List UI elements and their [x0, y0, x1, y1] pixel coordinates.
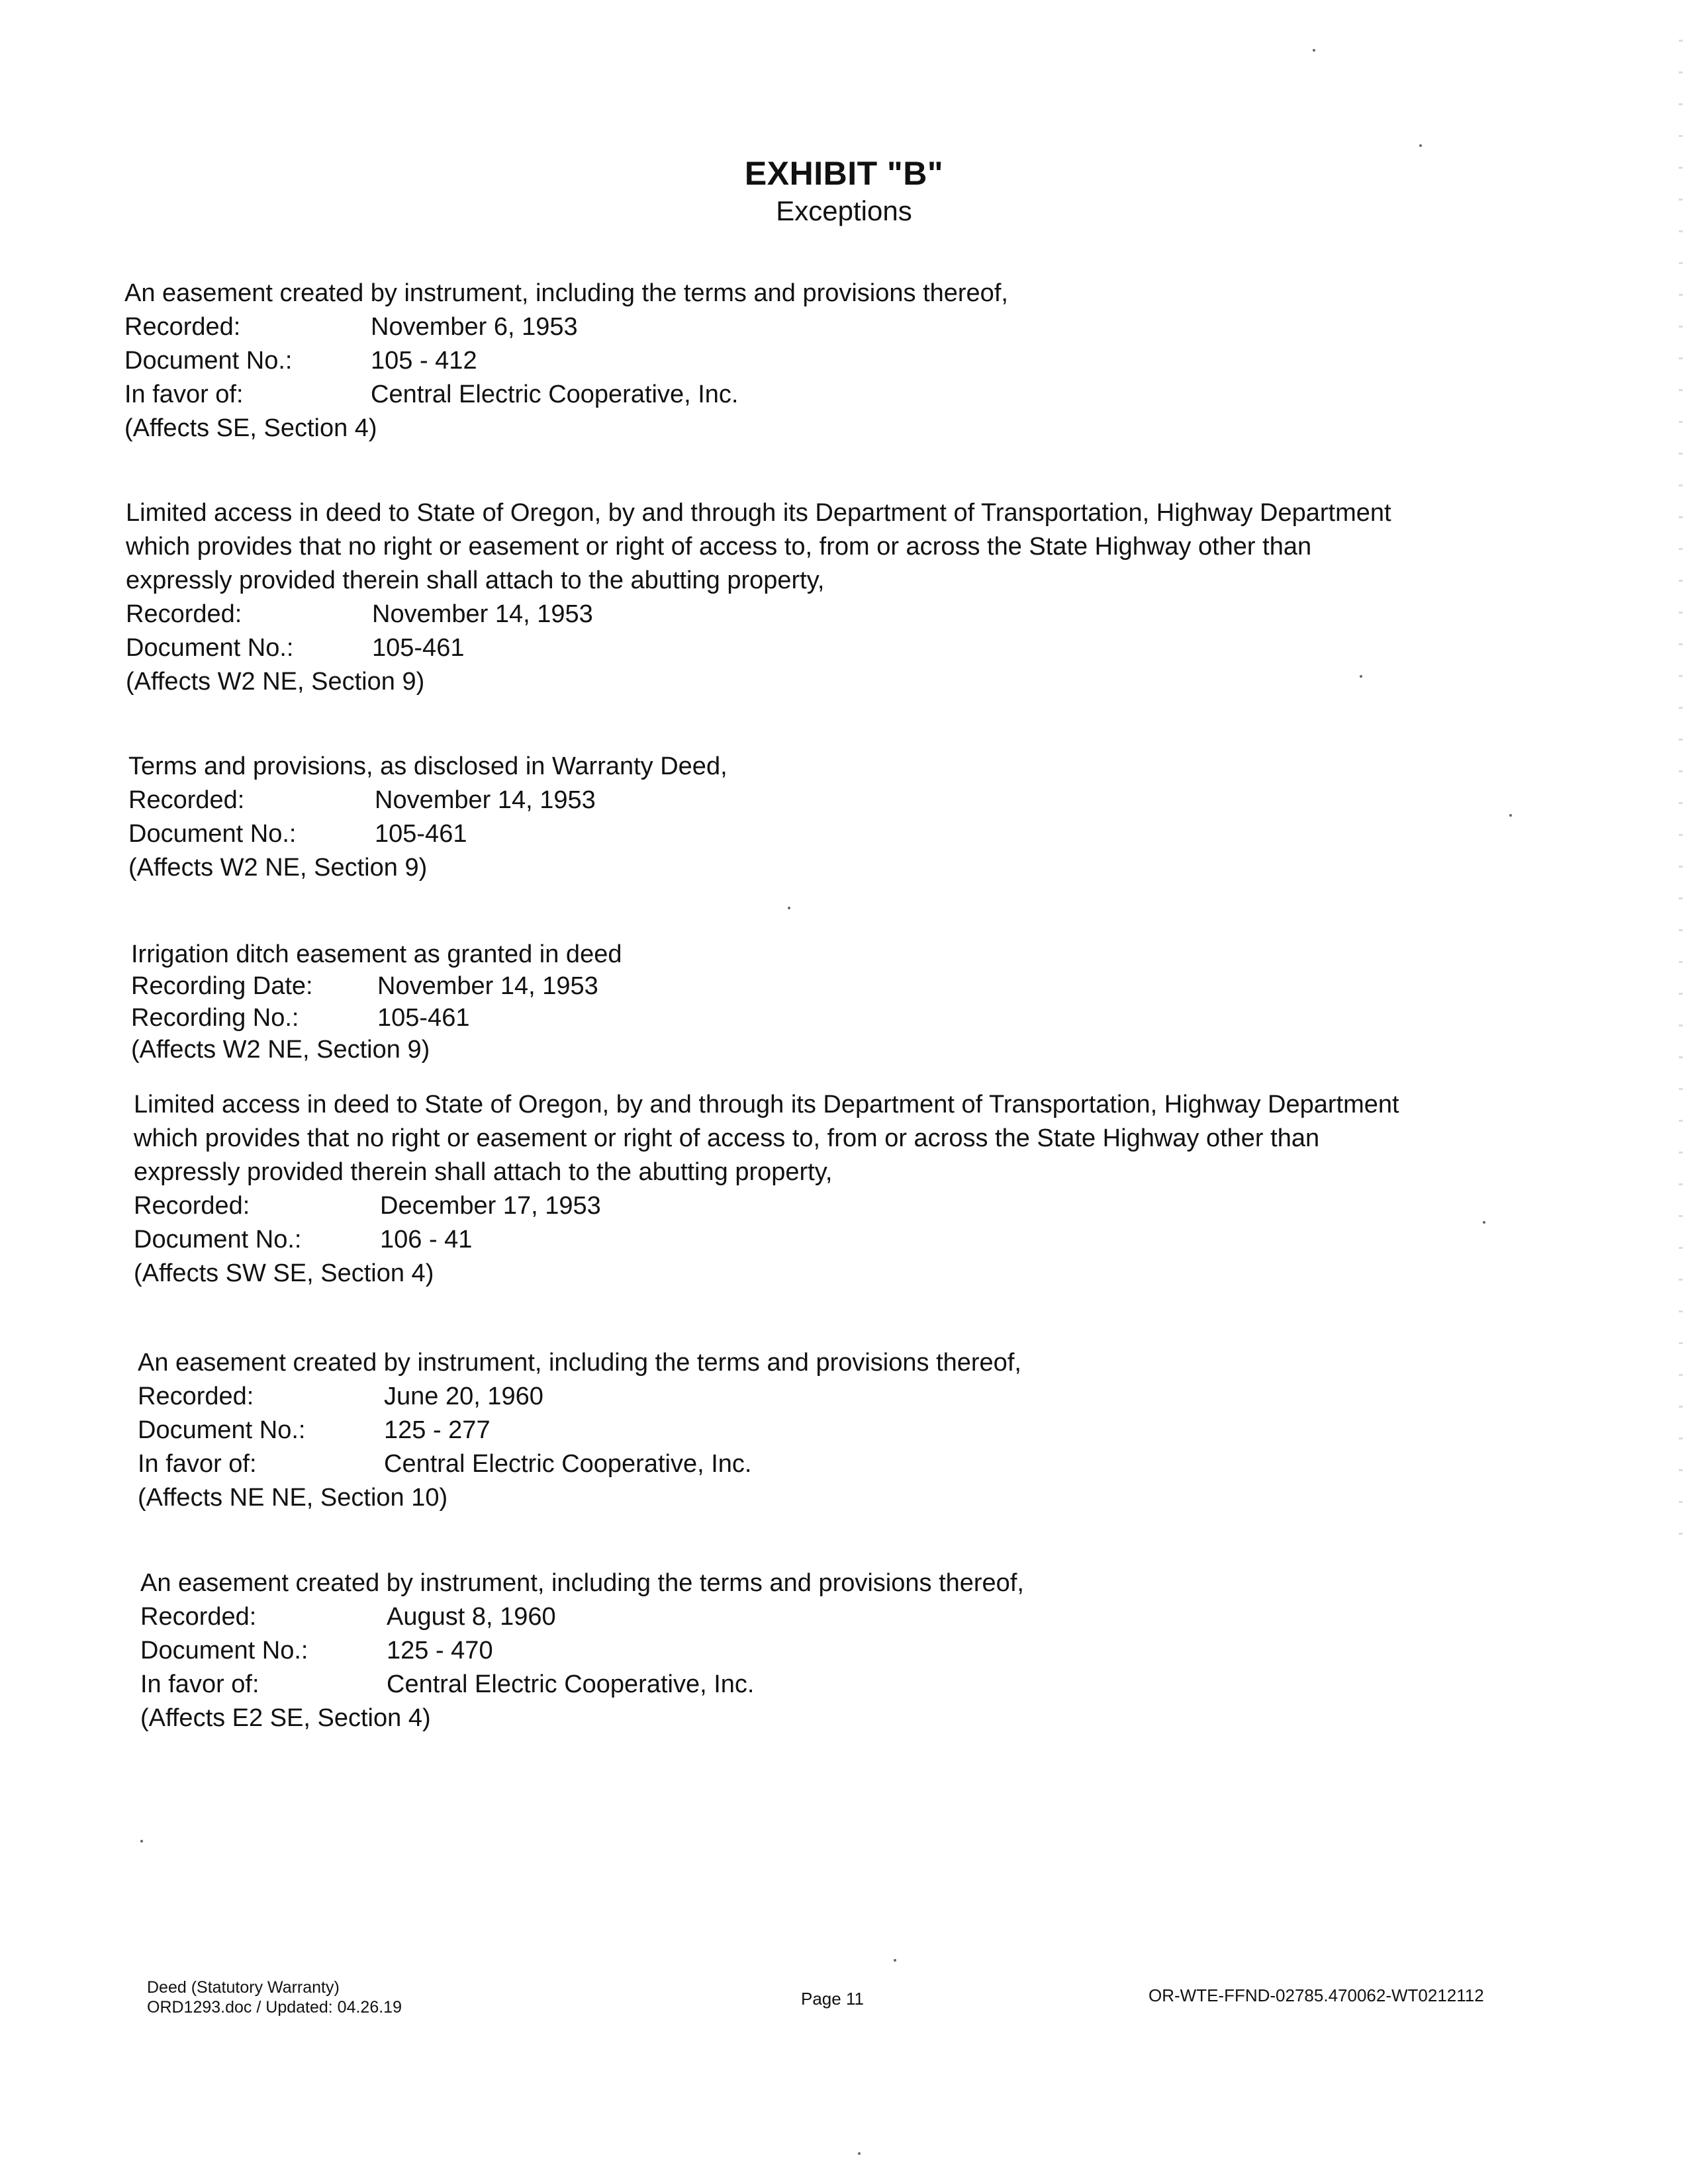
field-label: Document No.: [140, 1637, 308, 1664]
footer-reference-number: OR-WTE-FFND-02785.470062-WT0212112 [1149, 1985, 1484, 2005]
field-label: Recorded: [140, 1603, 257, 1631]
exception-description: expressly provided therein shall attach to the abutting property, [134, 1158, 833, 1186]
exception-affects: (Affects NE NE, Section 10) [138, 1484, 448, 1512]
field-recorded [138, 1380, 1561, 1414]
exception-description: Terms and provisions, as disclosed in Warranty Deed, [128, 752, 727, 780]
exception-description: Limited access in deed to State of Oregon, by and through its Department of Transportation, Highway Department [126, 499, 1391, 527]
field-value: 106 - 41 [380, 1226, 473, 1253]
exception-description: An easement created by instrument, including the terms and provisions thereof, [140, 1569, 1024, 1597]
exception-affects: (Affects W2 NE, Section 9) [128, 854, 428, 882]
field-in-favor-of [140, 1668, 1564, 1702]
field-label: Document No.: [124, 347, 293, 375]
field-value: August 8, 1960 [387, 1603, 556, 1631]
field-value: November 14, 1953 [372, 600, 593, 628]
field-document-no [126, 631, 1549, 665]
field-document-no [140, 1634, 1564, 1668]
field-document-no [128, 817, 1552, 851]
field-value: 105-461 [372, 634, 465, 662]
field-value: November 14, 1953 [375, 786, 596, 814]
footer-doc-type: Deed (Statutory Warranty) [147, 1978, 340, 1997]
scan-speck [1313, 49, 1315, 52]
field-value: November 6, 1953 [371, 313, 578, 341]
field-label: Document No.: [128, 820, 297, 848]
field-label: In favor of: [140, 1670, 259, 1698]
exception-entry [138, 1346, 1561, 1515]
field-in-favor-of [138, 1447, 1561, 1481]
exception-entry [128, 750, 1552, 885]
exception-affects: (Affects W2 NE, Section 9) [131, 1036, 430, 1064]
field-label: Document No.: [126, 634, 294, 662]
field-value: Central Electric Cooperative, Inc. [384, 1450, 752, 1478]
field-document-no [134, 1223, 1557, 1257]
field-label: In favor of: [138, 1450, 257, 1478]
scan-speck [788, 907, 790, 909]
title-block [0, 154, 1688, 229]
exception-description: Irrigation ditch easement as granted in deed [131, 940, 622, 968]
field-recorded [140, 1600, 1564, 1634]
exception-entry [131, 938, 1554, 1066]
footer-file-info: ORD1293.doc / Updated: 04.26.19 [147, 1998, 402, 2017]
field-value: 105-461 [375, 820, 467, 848]
field-in-favor-of [124, 378, 1548, 412]
scan-edge-marks [1679, 40, 1683, 1562]
field-label: Recorded: [126, 600, 242, 628]
field-value: June 20, 1960 [384, 1383, 543, 1410]
field-value: Central Electric Cooperative, Inc. [387, 1670, 755, 1698]
field-label: Recorded: [128, 786, 245, 814]
exception-description: which provides that no right or easement or right of access to, from or across the State Highway other than [126, 533, 1312, 561]
scan-speck [1509, 814, 1512, 817]
field-value: December 17, 1953 [380, 1192, 601, 1220]
field-value: November 14, 1953 [377, 972, 598, 1000]
exception-affects: (Affects W2 NE, Section 9) [126, 668, 425, 696]
scan-speck [1360, 675, 1362, 678]
field-label: Recording No.: [131, 1004, 299, 1032]
exception-description: Limited access in deed to State of Oregon, by and through its Department of Transportation, Highway Department [134, 1091, 1399, 1118]
exception-description: An easement created by instrument, including the terms and provisions thereof, [124, 279, 1008, 307]
field-value: 105-461 [377, 1004, 470, 1032]
field-recorded [124, 310, 1548, 344]
field-recording-no [131, 1002, 1554, 1034]
field-label: Recorded: [124, 313, 241, 341]
exception-description: expressly provided therein shall attach to the abutting property, [126, 567, 825, 594]
scan-speck [1419, 144, 1422, 147]
exception-entry [126, 496, 1549, 699]
exhibit-title: EXHIBIT "B" [744, 155, 944, 192]
field-recording-date [131, 970, 1554, 1002]
field-label: Recording Date: [131, 972, 313, 1000]
field-value: 125 - 277 [384, 1416, 491, 1444]
field-label: Recorded: [138, 1383, 254, 1410]
exception-affects: (Affects SE, Section 4) [124, 414, 377, 442]
scan-speck [894, 1959, 896, 1962]
scan-speck [140, 1840, 143, 1843]
field-recorded [128, 784, 1552, 817]
exception-description: which provides that no right or easement or right of access to, from or across the State Highway other than [134, 1124, 1320, 1152]
exception-description: An easement created by instrument, including the terms and provisions thereof, [138, 1349, 1021, 1377]
scan-speck [858, 2152, 861, 2155]
exception-entry [124, 277, 1548, 445]
field-document-no [124, 344, 1548, 378]
field-label: Recorded: [134, 1192, 250, 1220]
field-label: Document No.: [138, 1416, 306, 1444]
field-value: 125 - 470 [387, 1637, 493, 1664]
exception-entry [140, 1567, 1564, 1735]
field-recorded [126, 598, 1549, 631]
field-document-no [138, 1414, 1561, 1447]
field-label: Document No.: [134, 1226, 302, 1253]
footer-page-number: Page 11 [801, 1989, 864, 2009]
field-value: Central Electric Cooperative, Inc. [371, 381, 739, 408]
field-label: In favor of: [124, 381, 244, 408]
field-recorded [134, 1189, 1557, 1223]
footer-document-info [147, 1978, 402, 2017]
exhibit-subtitle: Exceptions [776, 195, 912, 226]
field-value: 105 - 412 [371, 347, 477, 375]
exception-affects: (Affects E2 SE, Section 4) [140, 1704, 431, 1732]
exception-entry [134, 1088, 1557, 1291]
exception-affects: (Affects SW SE, Section 4) [134, 1259, 434, 1287]
scan-speck [1483, 1221, 1485, 1224]
